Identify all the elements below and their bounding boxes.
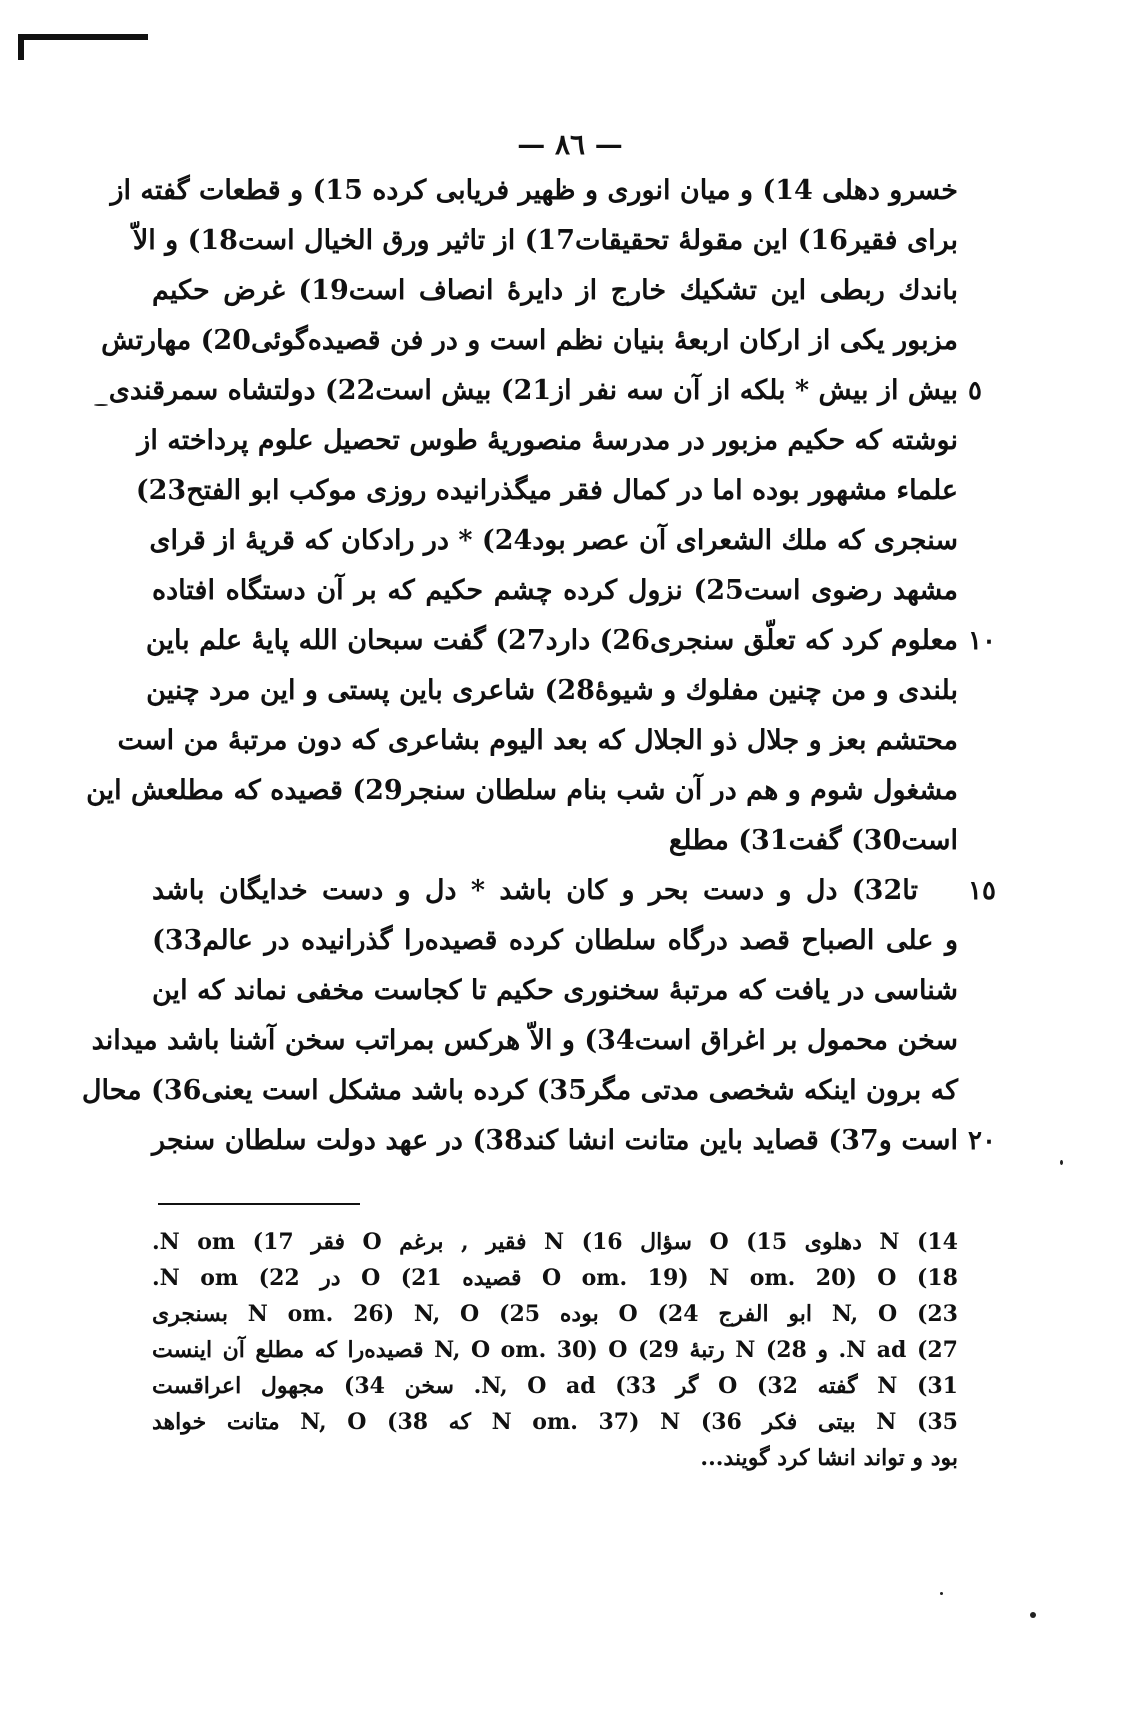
text-line: است30) گفت31) مطلع — [668, 825, 958, 856]
footnote-line: 31) N گفته 32) O گر 33) N, O ad. سخن 34) مجهول اعراقست — [152, 1373, 958, 1399]
text-line: برای فقیر16) این مقولهٔ تحقیقات17) از تاثیر ورق الخیال است18) و الاّ — [132, 225, 958, 256]
text-line: سنجری که ملك الشعرای آن عصر بود24) * در رادکان که قریهٔ از قرای — [149, 525, 958, 556]
footnote-rule — [158, 1203, 360, 1205]
scan-speck — [1060, 1160, 1063, 1165]
footnote-line: 35) N بیتی فکر 36) N om. 37) N که 38) N, O متانت خواهد — [152, 1409, 958, 1435]
text-line: بلندی و من چنین مفلوك و شیوهٔ28) شاعری باین پستی و این مرد چنین — [146, 675, 958, 706]
scan-speck — [94, 404, 108, 406]
text-line: علماء مشهور بوده اما در کمال فقر میگذرانیده روزی موکب ابو الفتح23) — [135, 475, 958, 506]
line-number-5: ٥ — [968, 376, 982, 406]
text-line: بیش از بیش * بلکه از آن سه نفر از21) بیش است22) دولتشاه سمرقندی — [108, 375, 958, 406]
footnote-line: 18) O om. 19) N om. 20) O قصیده 21) O در 22) N om. — [152, 1265, 958, 1291]
line-number-10: ١٠ — [968, 626, 996, 656]
footnote-line: 14) N دهلوی 15) O سؤال 16) N فقیر , برغم O فقر 17) N om. — [152, 1229, 958, 1255]
text-line: شناسی در یافت که مرتبهٔ سخنوری حکیم تا کجاست مخفی نماند که این — [152, 975, 958, 1006]
text-line: مزبور یکی از ارکان اربعهٔ بنیان نظم است و در فن قصیده‌گوئی20) مهارتش — [101, 325, 958, 356]
line-number-15: ١٥ — [968, 876, 996, 906]
text-line: باندك ربطی این تشکیك خارج از دایرهٔ انصاف است19) غرض حکیم — [152, 275, 958, 306]
text-line: مشهد رضوی است25) نزول کرده چشم حکیم که بر آن دستگاه افتاده — [152, 575, 958, 606]
text-line: معلوم کرد که تعلّق سنجری26) دارد27) گفت سبحان الله پایهٔ علم باین — [145, 625, 958, 656]
footnote-line: بود و تواند انشا کرد گویند... — [700, 1445, 958, 1471]
footnote-line: 27) N ad. و 28) N رتبهٔ 29) N, O om. 30) O قصیده‌را که مطلع آن اینست — [152, 1337, 958, 1363]
line-number-20: ٢٠ — [968, 1126, 996, 1156]
text-line: محتشم بعز و جلال ذو الجلال که بعد الیوم بشاعری که دون مرتبهٔ من است — [117, 725, 958, 756]
scan-speck — [940, 1592, 943, 1595]
scan-speck — [1030, 1612, 1036, 1618]
verse-line: تا32) دل و دست بحر و کان باشد * دل و دست خدایگان باشد — [152, 875, 918, 906]
text-line: سخن محمول بر اغراق است34) و الاّ هرکس بمراتب سخن آشنا باشد میداند — [91, 1025, 958, 1056]
text-line: نوشته که حکیم مزبور در مدرسهٔ منصوریهٔ طوس تحصیل علوم پرداخته از — [137, 425, 958, 456]
text-line: است و37) قصاید باین متانت انشا کند38) در عهد دولت سلطان سنجر — [152, 1125, 958, 1156]
page-number: — ٨٦ — — [517, 128, 623, 161]
text-line: مشغول شوم و هم در آن شب بنام سلطان سنجر29) قصیده که مطلعش این — [86, 775, 958, 806]
text-line: و علی الصباح قصد درگاه سلطان کرده قصیده‌را گذرانیده در عالم33) — [152, 925, 958, 956]
text-line: خسرو دهلی 14) و میان انوری و ظهیر فریابی کرده 15) و قطعات گفته از — [110, 175, 958, 206]
footnote-line: 23) N, O ابو الفرج 24) O بوده 25) N om. 26) N, O بسنجری — [152, 1301, 958, 1327]
text-line: که برون اینکه شخصی مدتی مگر35) کرده باشد مشکل است یعنی36) محال — [81, 1075, 958, 1106]
